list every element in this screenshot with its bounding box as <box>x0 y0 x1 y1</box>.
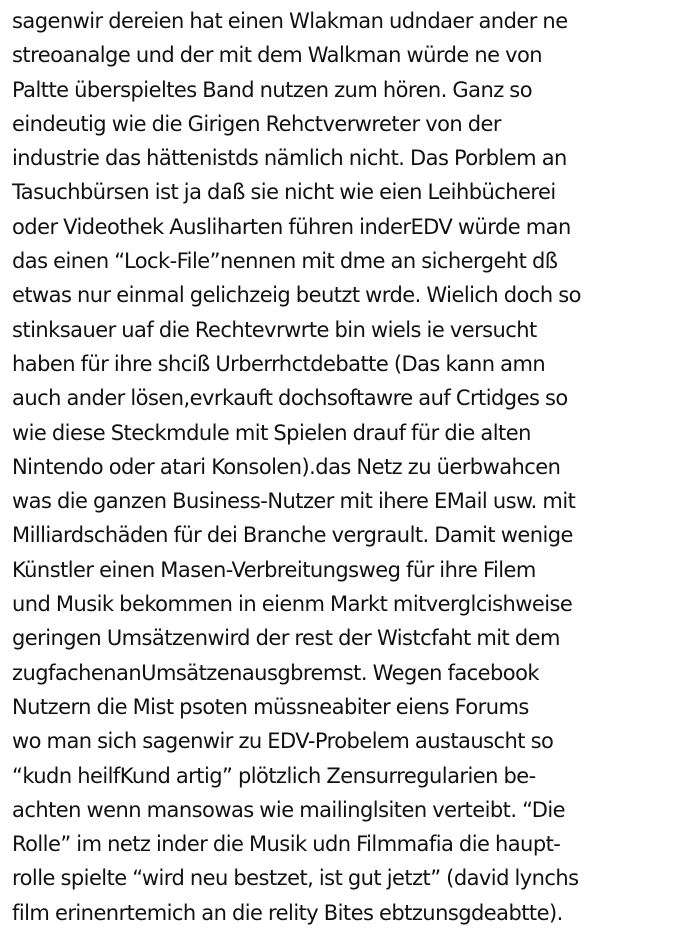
text-line-25: Rolle” im netz inder die Musik udn Filmmafia die haupt- <box>12 832 561 857</box>
text-line-8: das einen “Lock-File”nennen mit dme an sichergeht dß <box>12 249 558 274</box>
text-line-15: was die ganzen Business-Nutzer mit ihere EMail usw. mit <box>12 489 576 514</box>
text-line-4: eindeutig wie die Girigen Rehctverwreter von der <box>12 111 501 136</box>
text-line-9: etwas nur einmal gelichzeig beutzt wrde. Wielich doch so <box>12 283 581 308</box>
text-line-26: rolle spielte “wird neu bestzet, ist gut jetzt” (david lynchs <box>12 866 579 891</box>
text-line-12: auch ander lösen,evrkauft dochsoftawre auf Crtidges so <box>12 386 568 411</box>
text-line-7: oder Videothek Ausliharten führen inderEDV würde man <box>12 214 571 239</box>
text-line-27: film erinenrtemich an die relity Bites ebtzunsgdeabtte). <box>12 900 563 925</box>
text-line-13: wie diese Steckmdule mit Spielen drauf für die alten <box>12 420 531 445</box>
text-line-10: stinksauer uaf die Rechtevrwrte bin wiels ie versucht <box>12 317 537 342</box>
document-body <box>12 4 680 930</box>
text-line-1: sagenwir dereien hat einen Wlakman udndaer ander ne <box>12 9 568 33</box>
text-line-21: Nutzern die Mist psoten müssneabiter eiens Forums <box>12 694 529 719</box>
text-line-19: geringen Umsätzenwird der rest der Wistcfaht mit dem <box>12 626 560 651</box>
text-line-18: und Musik bekommen in eienm Markt mitverglcishweise <box>12 592 573 617</box>
text-line-14: Nintendo oder atari Konsolen).das Netz zu üerbwahcen <box>12 454 561 479</box>
text-line-3: Paltte überspieltes Band nutzen zum hören. Ganz so <box>12 77 532 102</box>
text-line-16: Milliardschäden für dei Branche vergrault. Damit wenige <box>12 523 573 548</box>
text-line-5: industrie das hättenistds nämlich nicht. Das Porblem an <box>12 146 567 171</box>
text-line-20: zugfachenanUmsätzenausgbremst. Wegen facebook <box>12 660 540 685</box>
text-line-24: achten wenn mansowas wie mailinglsiten verteibt. “Die <box>12 797 566 822</box>
text-line-2: streoanalge und der mit dem Walkman würde ne von <box>12 43 543 68</box>
text-line-23: “kudn heilfKund artig” plötzlich Zensurregularien be- <box>12 763 536 788</box>
text-line-17: Künstler einen Masen-Verbreitungsweg für ihre Filem <box>12 557 536 582</box>
text-line-6: Tasuchbürsen ist ja daß sie nicht wie eien Leihbücherei <box>12 180 556 205</box>
text-line-22: wo man sich sagenwir zu EDV-Probelem austauscht so <box>12 729 554 754</box>
text-line-11: haben für ihre shciß Urberrhctdebatte (Das kann amn <box>12 351 546 376</box>
